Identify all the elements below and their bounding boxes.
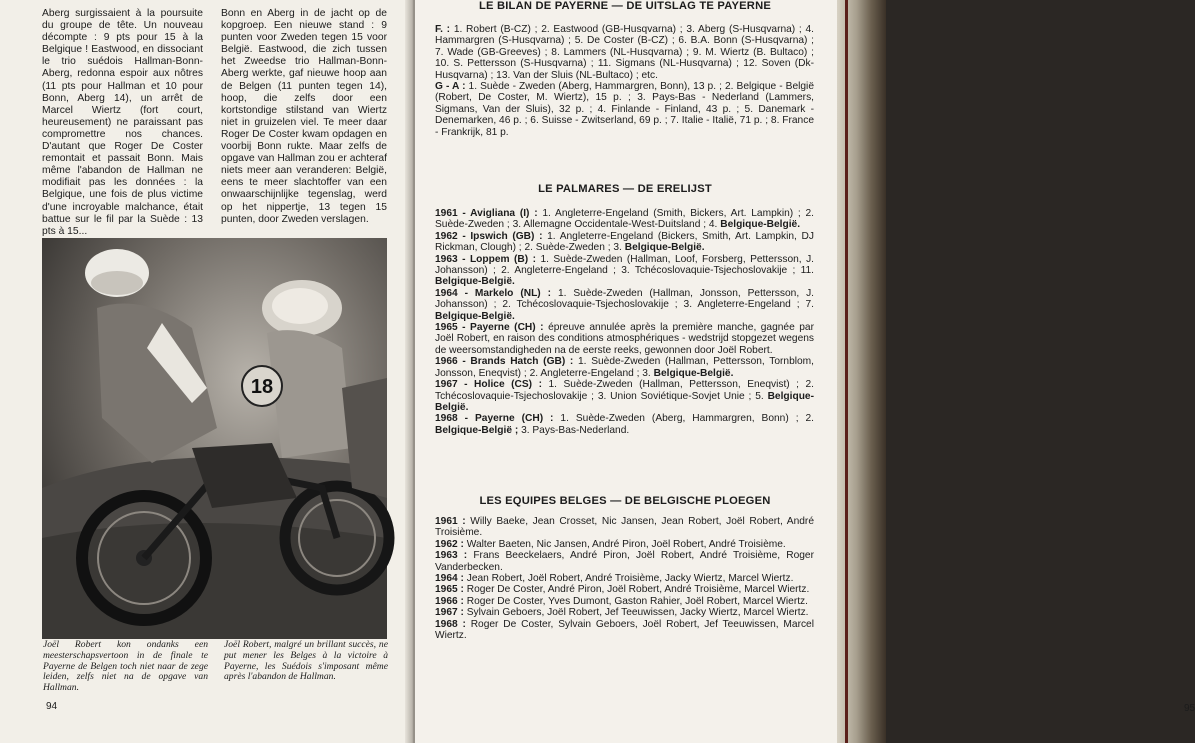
palmares-belgium: Belgique-België.	[653, 367, 734, 379]
equipe-text: Sylvain Geboers, Joël Robert, Jef Teeuwissen, Jacky Wiertz, Marcel Wiertz.	[466, 607, 809, 619]
palmares-belgium: Belgique-België.	[624, 242, 705, 254]
bilan-f-label: F. :	[435, 24, 451, 35]
equipe-entry	[435, 584, 814, 595]
equipe-year: 1964 :	[435, 573, 464, 585]
equipes-list	[435, 516, 814, 641]
equipe-text: Willy Baeke, Jean Crosset, Nic Jansen, Jean Robert, Joël Robert, André Troisième.	[435, 516, 814, 539]
page-number-right: 95	[1184, 703, 1195, 714]
equipe-year: 1962 :	[435, 538, 464, 550]
palmares-belgium: Belgique-België.	[435, 276, 515, 288]
palmares-year: 1965 - Payerne (CH) :	[435, 322, 544, 334]
palmares-entry	[435, 288, 814, 322]
book-edge	[837, 0, 886, 743]
palmares-year: 1964 - Markelo (NL) :	[435, 287, 552, 299]
palmares-entry	[435, 254, 814, 288]
equipe-year: 1968 :	[435, 618, 466, 630]
equipe-year: 1963 :	[435, 550, 468, 562]
palmares-entry	[435, 379, 814, 413]
equipe-text: Frans Beeckelaers, André Piron, Joël Robert, André Troisième, Roger Vanderbecken.	[435, 550, 814, 573]
palmares-year: 1966 - Brands Hatch (GB) :	[435, 356, 574, 368]
palmares-year: 1963 - Loppem (B) :	[435, 253, 536, 265]
palmares-text-after: 3. Pays-Bas-Nederland.	[521, 424, 630, 436]
equipe-text: Jean Robert, Joël Robert, André Troisième, Jacky Wiertz, Marcel Wiertz.	[466, 573, 794, 585]
palmares-entry	[435, 322, 814, 356]
equipe-text: Roger De Coster, Sylvain Geboers, Joël Robert, Jef Teeuwissen, Marcel Wiertz.	[435, 618, 814, 642]
palmares-year: 1962 - Ipswich (GB) :	[435, 230, 543, 242]
caption-dutch: Joël Robert kon ondanks een meesterschapsvertoon in de finale te Payerne de Belgen toch niet naar de zege leiden, zelfs niet na de opgave van Hallman.	[43, 639, 208, 694]
palmares-text: 1. Suède-Zweden (Hallman, Loof, Forsberg, Pettersson, J. Johansson) ; 2. Angleterre-Engeland ; 3. Tchécoslovaquie-Tsjechoslovakije ; 11.	[435, 253, 814, 277]
palmares-entry	[435, 231, 814, 254]
palmares-entry	[435, 356, 814, 379]
equipe-year: 1961 :	[435, 516, 466, 527]
right-page	[415, 0, 1195, 743]
equipe-year: 1967 :	[435, 607, 464, 619]
left-column-dutch	[221, 8, 387, 226]
palmares-year: 1967 - Holice (CS) :	[435, 379, 542, 391]
equipe-entry	[435, 573, 814, 584]
dutch-paragraph: Bonn en Aberg in de jacht op de kopgroep. Een nieuwe stand : 9 punten voor Zweden tegen 15 voor België. Eastwood, die zich tussen het Zweedse trio Hallman-Bonn-Aberg werkte, gaf nieuwe hoop aan de Belgen (11 punten tegen 14), hoop, die zelfs door een kortstondige stilstand van Wiertz niet in gruizelen viel. Te meer daar Roger De Coster kwam opdagen en voorbij Bonn rukte. Maar zelfs de opgave van Hallman zou er achteraf niets meer aan veranderen: België, eens te meer slachtoffer van een onwaarschijnlijke tegenslag, werd op het nippertje, 13 tegen 15 punten, door Zweden verslagen.	[221, 8, 387, 225]
palmares-text: 1. Suède-Zweden (Hallman, Jonsson, Pettersson, J. Johansson) ; 2. Tchécoslovaquie-Tsjechoslovakije ; 3. Angleterre-Engeland ; 7.	[435, 287, 815, 311]
palmares-belgium: Belgique-België ;	[435, 424, 519, 436]
palmares-entry	[435, 413, 814, 436]
equipe-text: Roger De Coster, Yves Dumont, Gaston Rahier, Joël Robert, Marcel Wiertz.	[466, 595, 808, 607]
palmares-text: 1. Angleterre-Engeland (Bickers, Smith, Art. Lampkin, DJ Rickman, Clough) ; 2. Suède-Zweden ; 3.	[435, 230, 814, 254]
palmares-year: 1961 - Avigliana (I) :	[435, 208, 538, 219]
left-column-french	[42, 8, 203, 238]
equipe-entry	[435, 516, 814, 539]
left-page	[0, 0, 411, 743]
bilan-f-text: 1. Robert (B-CZ) ; 2. Eastwood (GB-Husqvarna) ; 3. Aberg (S-Husqvarna) ; 4. Hammargren (S-Husqvarna) ; 5. De Coster (B-CZ) ; 6. B.A. Bonn (S-Husqvarna) ; 7. Wade (GB-Greeves) ; 8. Lammers (NL-Husqvarna) ; 9. M. Wiertz (B. Bultaco) ; 10. S. Pettersson (S-Husqvarna) ; 11. Sigmans (NL-Husqvarna) ; 12. Soven (Dk-Husqvarna) ; 13. Van der Sluis (NL-Bultaco) ; etc.	[435, 24, 814, 81]
equipe-entry	[435, 596, 814, 607]
palmares-list	[435, 208, 814, 436]
palmares-belgium: Belgique-België.	[435, 390, 814, 413]
equipe-year: 1966 :	[435, 595, 464, 607]
bilan-teams	[435, 81, 814, 138]
equipe-text: Roger De Coster, André Piron, Joël Robert, André Troisième, Marcel Wiertz.	[466, 584, 810, 596]
equipe-year: 1965 :	[435, 584, 464, 596]
palmares-entry	[435, 208, 814, 231]
equipe-entry	[435, 619, 814, 642]
palmares-belgium: Belgique-België.	[720, 219, 801, 231]
bike-number: 18	[250, 376, 274, 398]
palmares-belgium: Belgique-België.	[435, 310, 515, 322]
palmares-text: 1. Suède-Zweden (Hallman, Pettersson, Tornblom, Jonsson, Eneqvist) ; 2. Angleterre-Engeland ; 3.	[435, 356, 814, 379]
equipe-entry	[435, 539, 814, 550]
bilan-section	[435, 24, 814, 138]
equipes-title: LES EQUIPES BELGES — DE BELGISCHE PLOEGEN	[479, 495, 771, 507]
palmares-text: 1. Angleterre-Engeland (Smith, Bickers, Art. Lampkin) ; 2. Suède-Zweden ; 3. Allemagne Occidentale-West-Duitsland ; 4.	[435, 208, 814, 231]
bilan-individual	[435, 24, 814, 81]
palmares-title: LE PALMARES — DE ERELIJST	[538, 183, 712, 195]
palmares-text: 1. Suède-Zweden (Aberg, Hammargren, Bonn) ; 2.	[560, 413, 814, 425]
bilan-g-label: G - A :	[435, 81, 466, 93]
palmares-year: 1968 - Payerne (CH) :	[435, 413, 554, 425]
palmares-text: 1. Suède-Zweden (Hallman, Pettersson, Eneqvist) ; 2. Tchécoslovaquie-Tsjechoslovakije ; 3. Union Soviétique-Sovjet Unie ; 5.	[435, 379, 814, 402]
bilan-g-text: 1. Suède - Zweden (Aberg, Hammargren, Bonn), 13 p. ; 2. Belgique - België (Robert, De Coster, M. Wiertz), 15 p. ; 3. Pays-Bas - Nederland (Lammers, Sigmans, Van der Sluis), 32 p. ; 4. Finlande - Finland, 43 p. ; 5. Danemark - Denemarken, 46 p. ; 6. Suisse - Zwitserland, 69 p. ; 7. Italie - Italië, 71 p. ; 8. France - Frankrijk, 81 p.	[435, 81, 814, 138]
motocross-photo	[42, 238, 387, 639]
palmares-text: épreuve annulée après la première manche, gagnée par Joël Robert, en raison des conditions atmosphériques - wedstrijd stopgezet wegens de weersomstandigheden na de eerste reeks, gewonnen door Joël Robert.	[435, 322, 814, 356]
equipe-entry	[435, 607, 814, 618]
equipe-text: Walter Baeten, Nic Jansen, André Piron, Joël Robert, André Troisième.	[466, 538, 786, 550]
bilan-title: LE BILAN DE PAYERNE — DE UITSLAG TE PAYERNE	[478, 0, 772, 12]
page-number-left: 94	[46, 701, 58, 712]
equipe-entry	[435, 550, 814, 573]
caption-french: Joël Robert, malgré un brillant succès, ne put mener les Belges à la victoire à Payerne, les Suédois s'imposant même après l'abandon de Hallman.	[224, 639, 388, 683]
french-paragraph: Aberg surgissaient à la poursuite du groupe de tête. Un nouveau décompte : 9 pts pour 15 à la Belgique ! Eastwood, en dissociant le trio suédois Hallman-Bonn-Aberg, redonna espoir aux nôtres (11 pts pour Hallman et 10 pour Bonn, Aberg 14), un arrêt de Marcel Wiertz (fort court, heureusement) ne paraissant pas compromettre nos chances. D'autant que Roger De Coster remontait et passait Bonn. Mais même l'abandon de Hallman ne modifiait pas les données : la Belgique, une fois de plus victime d'une incroyable malchance, était battue sur le fil par la Suède : 13 pts à 15...	[42, 8, 203, 237]
